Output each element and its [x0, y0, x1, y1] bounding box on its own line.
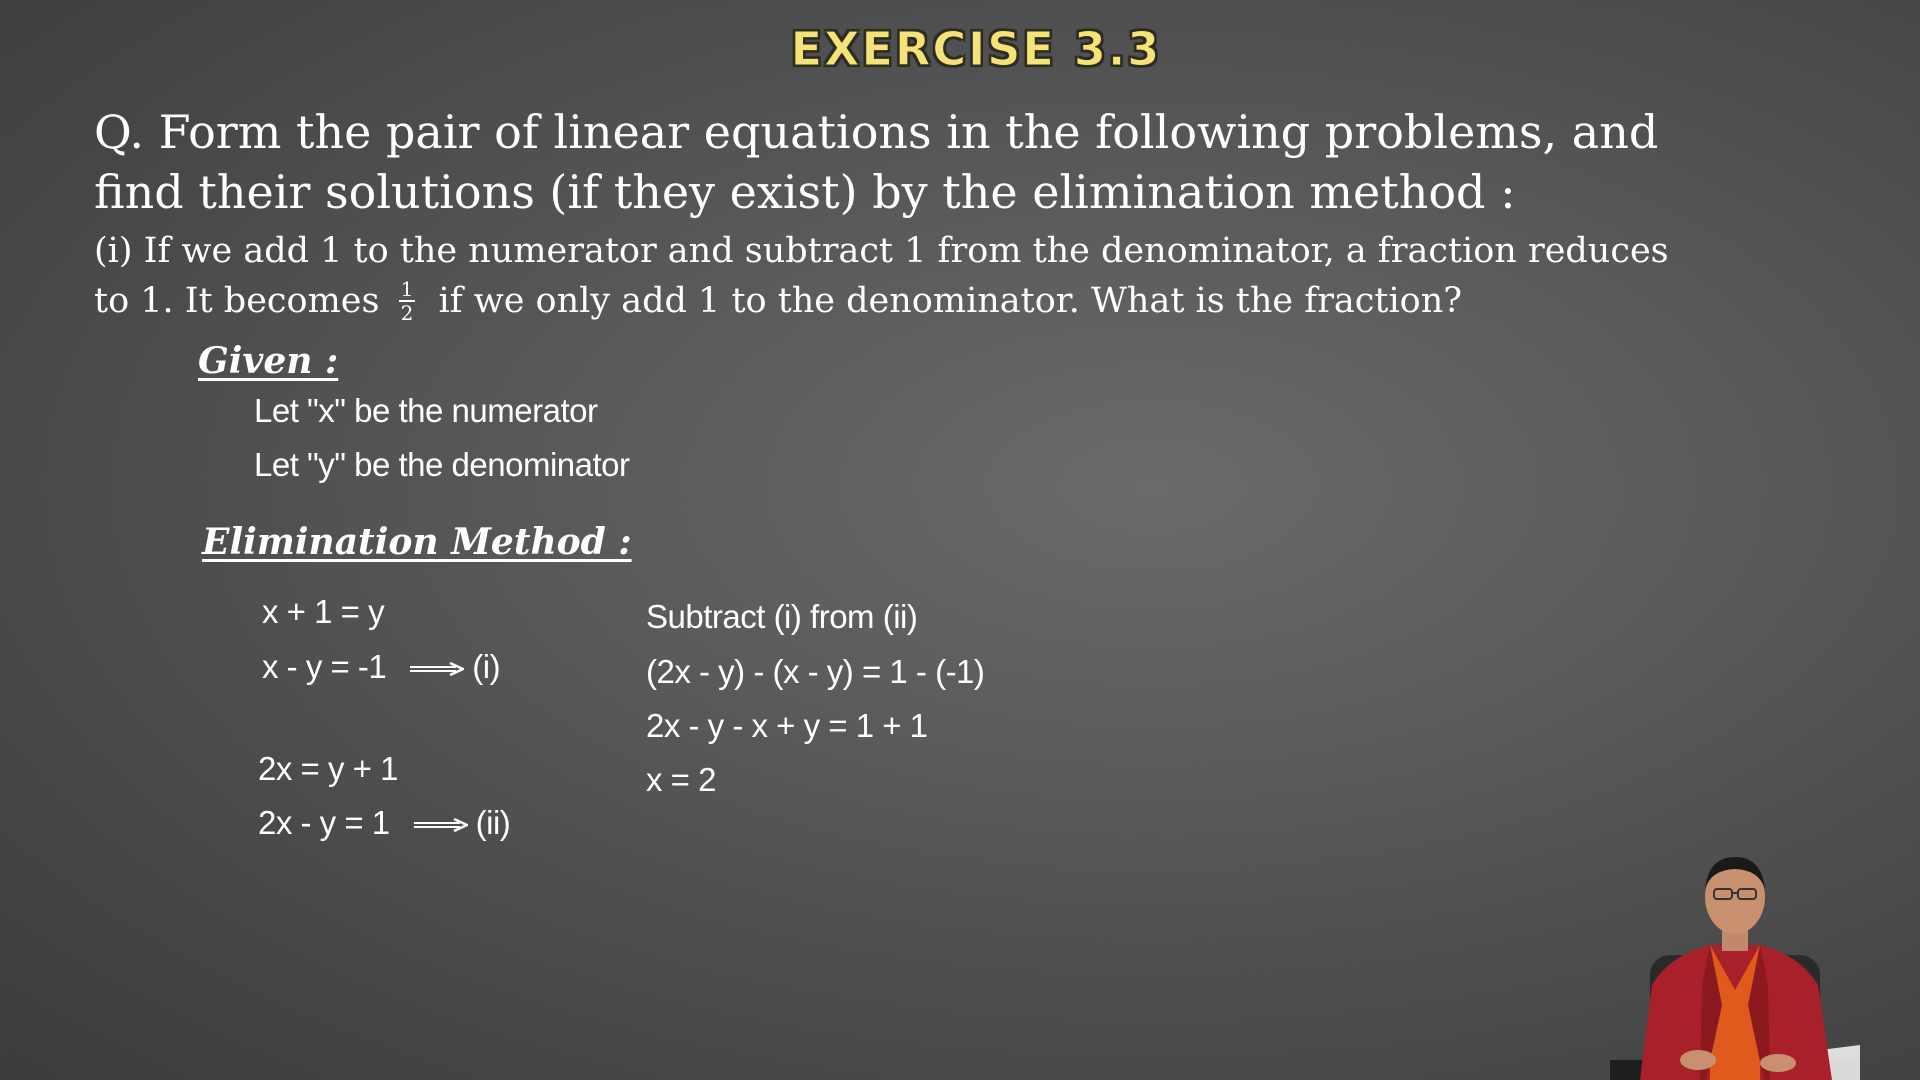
- equation-2b-row: [258, 804, 510, 842]
- equation-1b-row: [262, 648, 500, 686]
- equation-2a: 2x = y + 1: [258, 750, 398, 787]
- step-expression: (2x - y) - (x - y) = 1 - (-1): [646, 653, 985, 690]
- question-line-2: find their solutions (if they exist) by the elimination method :: [94, 165, 1516, 219]
- presenter-image: [1610, 845, 1860, 1080]
- fraction-denominator: 2: [400, 300, 414, 325]
- subquestion-line-2-end: if we only add 1 to the denominator. What is the fraction?: [438, 281, 1463, 321]
- equation-1b: x - y = -1: [262, 648, 387, 685]
- equation-2-label: (ii): [475, 804, 511, 841]
- fraction-numerator: 1: [400, 276, 414, 301]
- fraction-one-half: [399, 278, 416, 324]
- subquestion-line-2: [94, 276, 1814, 326]
- given-line-numerator: Let "x" be the numerator: [254, 392, 598, 429]
- equation-1-label: (i): [472, 648, 501, 685]
- question-line-1: Q. Form the pair of linear equations in the following problems, and: [94, 105, 1659, 159]
- right-arrow-icon: [410, 662, 464, 672]
- given-heading: Given :: [198, 340, 339, 382]
- step-result: x = 2: [646, 761, 716, 798]
- subquestion-line-2-start: to 1. It becomes: [94, 281, 380, 321]
- given-line-denominator: Let "y" be the denominator: [254, 446, 630, 483]
- question-text: [94, 102, 1814, 222]
- elimination-heading: Elimination Method :: [202, 521, 632, 563]
- equation-1a: x + 1 = y: [262, 593, 385, 630]
- right-arrow-icon: [414, 818, 468, 828]
- step-simplify: 2x - y - x + y = 1 + 1: [646, 707, 928, 744]
- subquestion-line-1: (i) If we add 1 to the numerator and subtract 1 from the denominator, a fraction reduces: [94, 231, 1669, 271]
- step-subtract: Subtract (i) from (ii): [646, 598, 918, 635]
- exercise-title: EXERCISE 3.3: [790, 22, 1162, 76]
- equation-2b: 2x - y = 1: [258, 804, 390, 841]
- subquestion-text: [94, 226, 1814, 326]
